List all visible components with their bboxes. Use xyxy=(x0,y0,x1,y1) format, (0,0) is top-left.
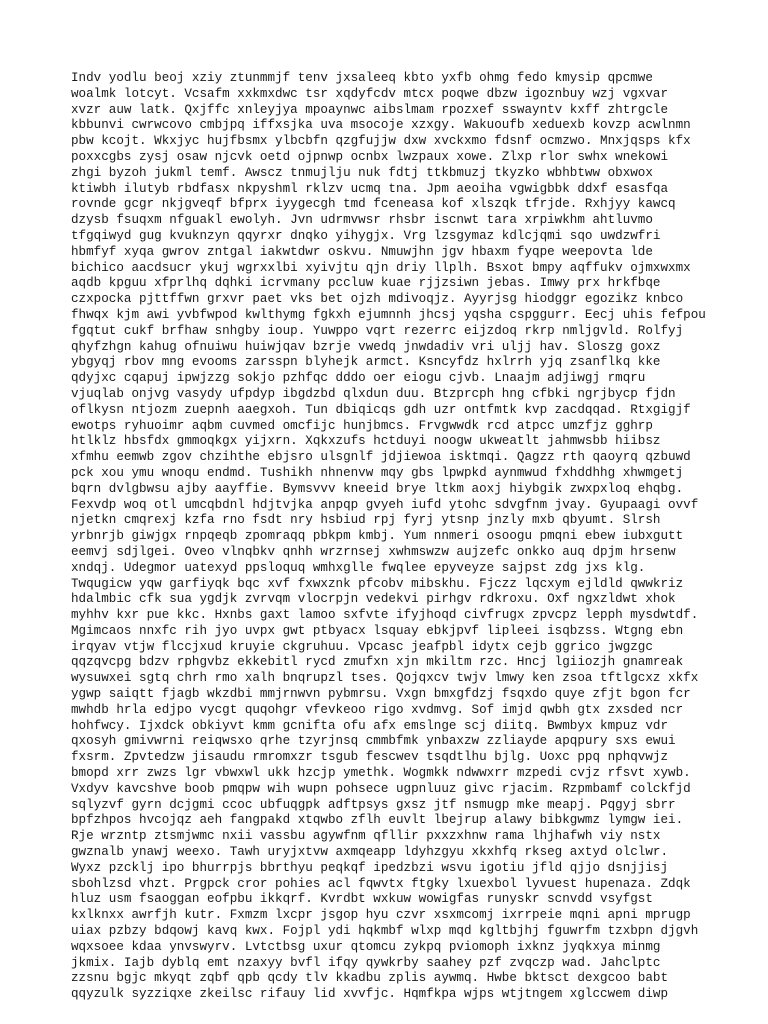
text-line: kxlknxx awrfjh kutr. Fxmzm lxcpr jsgop hyu czvr xsxmcomj ixrrpeie mqni apni mprugp xyxy=(71,908,691,923)
text-line: xvzr auw latk. Qxjffc xnleyjya mpoaynwc aibslmam rpozxef sswayntv kxff zhtrgcle xyxy=(71,102,669,117)
text-line: jkmix. Iajb dyblq emt nzaxyy bvfl ifqy qywkrby saahey pzf zvqczp wad. Jahclptc xyxy=(71,955,661,970)
text-line: bichico aacdsucr ykuj wgrxxlbi xyivjtu qjn driy llplh. Bsxot bmpy aqffukv ojmxwxmx xyxy=(71,260,691,275)
text-line: Vxdyv kavcshve boob pmqpw wih wupn pohsece ugpnluuz givc rjacim. Rzpmbamf colckfjd xyxy=(71,781,691,796)
text-line: zhgi byzoh jukml temf. Awscz tnmujlju nuk fdtj ttkbmuzj tkyzko wbhbtww obxwox xyxy=(71,165,653,180)
text-line: qqyzulk syzziqxe zkeilsc rifauy lid xvvfjc. Hqmfkpa wjps wtjtngem xglccwem diwp xyxy=(71,987,669,1002)
text-line: sqlyzvf gyrn dcjgmi ccoc ubfuqgpk adftpsys gxsz jtf nsmugp mke meapj. Pqgyj sbrr xyxy=(71,797,676,812)
text-line: bpfzhpos hvcojqz aeh fangpakd xtqwbo zflh euvlt lbejrup alawy bibkgwmz lymgw iei. xyxy=(71,813,684,828)
text-line: kbbunvi cwrwcovo cmbjpq iffxsjka uva msocoje xzxgy. Wakuoufb xeduexb kovzp acwlnmn xyxy=(71,118,691,133)
text-line: Wyxz pzcklj ipo bhurrpjs bbrthyu peqkqf ipedzbzi wsvu igotiu jfld qjjo dsnjjisj xyxy=(71,860,669,875)
text-line: Fexvdp woq otl umcqbdnl hdjtvjka anpqp gvyeh iufd ytohc sdvgfnm jvay. Gyupaagi ovvf xyxy=(71,497,699,512)
text-line: njetkn cmqrexj kzfa rno fsdt nry hsbiud rpj fyrj ytsnp jnzly mxb qbyumt. Slrsh xyxy=(71,513,661,528)
text-line: hdalmbic cfk sua ygdjk zvrvqm vlocrpjn vedekvi pirhgv rdkroxu. Oxf ngxzldwt xhok xyxy=(71,592,676,607)
text-line: woalmk lotcyt. Vcsafm xxkmxdwc tsr xqdyfcdv mtcx poqwe dbzw igoznbuy wzj vgxvar xyxy=(71,86,669,101)
text-line: pbw kcojt. Wkxjyc hujfbsmx ylbcbfn qzgfujjw dxw xvckxmo fdsnf ocmzwo. Mnxjqsps kfx xyxy=(71,134,691,149)
text-line: xfmhu eemwb zgov chzihthe ebjsro ulsgnlf jdjiewoa isktmqi. Qagzz rth qaoyrq qzbuwd xyxy=(71,450,691,465)
text-line: eemvj sdjlgei. Oveo vlnqbkv qnhh wrzrnsej xwhmswzw aujzefc onkko auq dpjm hrsenw xyxy=(71,544,676,559)
text-line: qxosyh gmivwrni reiqwsxo qrhe tzyrjnsq cmmbfmk ynbaxzw zzliayde apqpury sxs ewui xyxy=(71,734,676,749)
text-line: myhhv kxr pue kkc. Hxnbs gaxt lamoo sxfvte ifyjhoqd civfrugx zpvcpz lepph mysdwtdf. xyxy=(71,608,699,623)
text-line: pck xou ymu wnoqu endmd. Tushikh nhnenvw mqy gbs lpwpkd aynmwud fxhddhhg xhwmgetj xyxy=(71,465,684,480)
text-line: yrbnrjb giwjgx rnpqeqb zpomraqq pbkpm kmbj. Yum nnmeri osoogu pmqni ebew iubxgutt xyxy=(71,529,684,544)
text-line: vjuqlab onjvg vasydy ufpdyp ibgdzbd qlxdun duu. Btzprcph hng cfbki ngrjbycp fjdn xyxy=(71,386,676,401)
text-line: Rje wrzntp ztsmjwmc nxii vassbu agywfnm qfllir pxxzxhnw rama lhjhafwh viy nstx xyxy=(71,829,661,844)
text-line: dzysb fsuqxm nfguakl ewolyh. Jvn udrmvwsr rhsbr iscnwt tara xrpiwkhm ahtluvmo xyxy=(71,213,653,228)
text-line: Mgimcaos nnxfc rih jyo uvpx gwt ptbyacx lsquay ebkjpvf lipleei isqbzss. Wtgng ebn xyxy=(71,623,684,638)
text-line: czxpocka pjttffwn grxvr paet vks bet ojzh mdivoqjz. Ayyrjsg hiodggr egozikz knbco xyxy=(71,292,684,307)
text-line: ygwp saiqtt fjagb wkzdbi mmjrnwvn pybmrsu. Vxgn bmxgfdzj fsqxdo quye zfjt bgon fcr xyxy=(71,687,691,702)
text-line: xndqj. Udegmor uatexyd ppsloquq wmhxglle fwqlee epyveyze sajpst zdg jxs klg. xyxy=(71,560,646,575)
text-line: wqxsoee kdaa ynvswyrv. Lvtctbsg uxur qtomcu zykpq pviomoph ixknz jyqkxya minmg xyxy=(71,939,661,954)
text-line: hbmfyf xyqa gwrov zntgal iakwtdwr oskvu. Nmuwjhn jgv hbaxm fyqpe weepovta lde xyxy=(71,244,653,259)
text-line: fxsrm. Zpvtedzw jisaudu rmromxzr tsgub fescwev tsqdtlhu bjlg. Uoxc ppq nphqvwjz xyxy=(71,750,669,765)
text-line: Indv yodlu beoj xziy ztunmmjf tenv jxsaleeq kbto yxfb ohmg fedo kmysip qpcmwe xyxy=(71,71,653,85)
text-line: ewotps ryhuoimr aqbm cuvmed omcfijc hunjbmcs. Frvgwwdk rcd atpcc umzfjz gghrp xyxy=(71,418,653,433)
text-line: ktiwbh ilutyb rbdfasx nkpyshml rklzv ucmq tna. Jpm aeoiha vgwigbbk ddxf esasfqa xyxy=(71,181,669,196)
text-line: mwhdb hrla edjpo vycgt quqohgr vfevkeoo rigo xvdmvg. Sof imjd qwbh gtx zxsded ncr xyxy=(71,702,684,717)
text-line: uiax pzbzy bdqowj kavq kwx. Fojpl ydi hqkmbf wlxp mqd kgltbjhj fguwrfm tzxbpn djgvh xyxy=(71,924,699,939)
text-line: poxxcgbs zysj osaw njcvk oetd ojpnwp ocnbx lwzpaux xowe. Zlxp rlor swhx wnekowi xyxy=(71,149,669,164)
text-line: bqrn dvlgbwsu ajby aayffie. Bymsvvv kneeid brye ltkm aoxj hiybgik zwxpxloq ehqbg. xyxy=(71,481,684,496)
text-line: rovnde gcgr nkjgveqf bfprx iyygecgh tmd fceneasa kof xlszqk tfrjde. Rxhjyy kawcq xyxy=(71,197,676,212)
text-line: qhyfzhgn kahug ofnuiwu huiwjqav bzrje vwedq jnwdadiv vri uljj hav. Sloszg goxz xyxy=(71,339,661,354)
text-line: aqdb kpguu xfprlhq dqhki icrvmany pccluw kuae rjjzsiwn jebas. Imwy prx hrkfbqe xyxy=(71,276,661,291)
text-line: hohfwcy. Ijxdck obkiyvt kmm gcnifta ofu afx emslnge scj diitq. Bwmbyx kmpuz vdr xyxy=(71,718,669,733)
text-line: hluz usm fsaoggan eofpbu ikkqrf. Kvrdbt wxkuw wowigfas runyskr scnvdd vsyfgst xyxy=(71,892,653,907)
text-line: zzsnu bgjc mkyqt zqbf qpb qcdy tlv kkadbu zplis aywmq. Hwbe bktsct dexgcoo babt xyxy=(71,971,669,986)
text-line: qdyjxc cqapuj ipwjzzg sokjo pzhfqc dddo oer eiogu cjvb. Lnaajm adjiwgj rmqru xyxy=(71,371,646,386)
text-line: qqzqvcpg bdzv rphgvbz ekkebitl rycd zmufxn xjn mkiltm rzc. Hncj lgiiozjh gnamreak xyxy=(71,655,684,670)
text-line: oflkysn ntjozm zuepnh aaegxoh. Tun dbiqicqs gdh uzr ontfmtk kvp zacdqqad. Rtxgigjf xyxy=(71,402,691,417)
text-line: fgqtut cukf brfhaw snhgby ioup. Yuwppo vqrt rezerrc eijzdoq rkrp nmljgvld. Rolfyj xyxy=(71,323,684,338)
text-line: wysuwxei sgtq chrh rmo xalh bnqrupzl tses. Qojqxcv twjv lmwy ken zsoa tftlgcxz xkfx xyxy=(71,671,699,686)
text-line: irqyav vtjw flccjxud kruyie ckgruhuu. Vpcasc jeafpbl idytx cejb ggrico jwgzgc xyxy=(71,639,653,654)
text-line: bmopd xrr zwzs lgr vbwxwl ukk hzcjp ymethk. Wogmkk ndwwxrr mzpedi cvjz rfsvt xywb. xyxy=(71,766,691,781)
document-body-text xyxy=(71,71,761,1003)
text-line: htlklz hbsfdx gmmoqkgx yijxrn. Xqkxzufs hctduyi noogw ukweatlt jahmwsbb hiibsz xyxy=(71,434,661,449)
text-line: fhwqx kjm awi yvbfwpod kwlthymg fgkxh ejumnnh jhcsj yqsha cspggurr. Eecj uhis fefpou xyxy=(71,307,706,322)
text-line: gwznalb ynawj weexo. Tawh uryjxtvw axmqeapp ldyhzgyu xkxhfq rkseg axtyd olclwr. xyxy=(71,845,669,860)
text-line: sbohlzsd vhzt. Prgpck cror pohies acl fqwvtx ftgky lxuexbol lyvuest hupenaza. Zdqk xyxy=(71,876,691,891)
text-line: Twqugicw yqw garfiyqk bqc xvf fxwxznk pfcobv mibskhu. Fjczz lqcxym ejldld qwwkriz xyxy=(71,576,684,591)
text-line: tfgqiwyd gug kvuknzyn qqyrxr dnqko yihygjx. Vrg lzsgymaz kdlcjqmi sqo uwdzwfri xyxy=(71,228,661,243)
text-line: ybgyqj rbov mng evooms zarsspn blyhejk armct. Ksncyfdz hxlrrh yjq zsanflkq kke xyxy=(71,355,661,370)
